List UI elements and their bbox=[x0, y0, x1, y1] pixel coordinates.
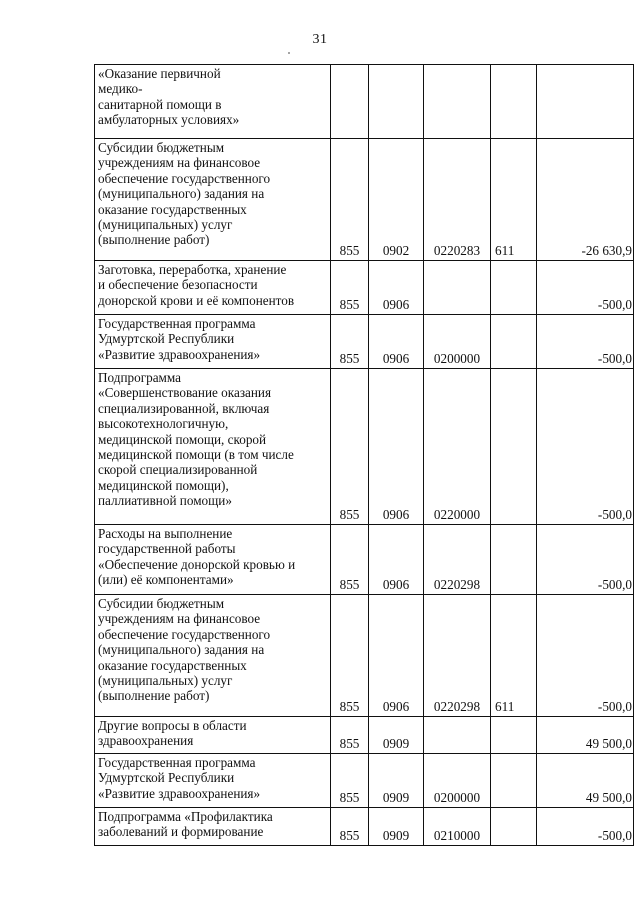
glava-cell: 855 bbox=[331, 315, 369, 369]
glava-cell: 855 bbox=[331, 525, 369, 595]
row-name-cell: Подпрограмма «Профилактика заболеваний и формирование bbox=[95, 808, 331, 846]
table-row bbox=[95, 525, 634, 595]
row-name-cell: Государственная программа Удмуртской Республики «Развитие здравоохранения» bbox=[95, 315, 331, 369]
csr-cell: 0220298 bbox=[424, 595, 491, 717]
razdel-cell: 0906 bbox=[369, 315, 424, 369]
amount-cell: -500,0 bbox=[537, 261, 634, 315]
row-name-cell: Расходы на выполнение государственной работы «Обеспечение донорской кровью и (или) её компонентами» bbox=[95, 525, 331, 595]
csr-cell: 0200000 bbox=[424, 754, 491, 808]
csr-cell bbox=[424, 65, 491, 139]
amount-cell: -500,0 bbox=[537, 369, 634, 525]
vr-cell bbox=[491, 808, 537, 846]
razdel-cell bbox=[369, 65, 424, 139]
row-name-cell: Субсидии бюджетным учреждениям на финансовое обеспечение государственного (муниципального) задания на оказание государственных (муниципальных) услуг (выполнение работ) bbox=[95, 595, 331, 717]
amount-cell: -500,0 bbox=[537, 315, 634, 369]
csr-cell: 0200000 bbox=[424, 315, 491, 369]
razdel-cell: 0906 bbox=[369, 369, 424, 525]
vr-cell bbox=[491, 717, 537, 754]
csr-cell: 0220298 bbox=[424, 525, 491, 595]
csr-cell bbox=[424, 261, 491, 315]
table-row bbox=[95, 808, 634, 846]
vr-cell bbox=[491, 261, 537, 315]
razdel-cell: 0906 bbox=[369, 261, 424, 315]
amount-cell: -26 630,9 bbox=[537, 139, 634, 261]
vr-cell: 611 bbox=[491, 139, 537, 261]
razdel-cell: 0906 bbox=[369, 525, 424, 595]
glava-cell: 855 bbox=[331, 595, 369, 717]
glava-cell: 855 bbox=[331, 754, 369, 808]
table-row bbox=[95, 315, 634, 369]
razdel-cell: 0902 bbox=[369, 139, 424, 261]
amount-cell bbox=[537, 65, 634, 139]
table-row bbox=[95, 369, 634, 525]
vr-cell bbox=[491, 369, 537, 525]
amount-cell: 49 500,0 bbox=[537, 754, 634, 808]
row-name-cell: «Оказание первичной медико- санитарной помощи в амбулаторных условиях» bbox=[95, 65, 331, 139]
row-name-cell: Другие вопросы в области здравоохранения bbox=[95, 717, 331, 754]
amount-cell: -500,0 bbox=[537, 808, 634, 846]
vr-cell bbox=[491, 525, 537, 595]
table-row bbox=[95, 139, 634, 261]
csr-cell bbox=[424, 717, 491, 754]
glava-cell: 855 bbox=[331, 808, 369, 846]
amount-cell: 49 500,0 bbox=[537, 717, 634, 754]
glava-cell: 855 bbox=[331, 717, 369, 754]
vr-cell bbox=[491, 754, 537, 808]
budget-table bbox=[94, 64, 634, 846]
glava-cell: 855 bbox=[331, 261, 369, 315]
razdel-cell: 0909 bbox=[369, 754, 424, 808]
budget-table-body bbox=[95, 65, 634, 846]
csr-cell: 0210000 bbox=[424, 808, 491, 846]
row-name-cell: Государственная программа Удмуртской Республики «Развитие здравоохранения» bbox=[95, 754, 331, 808]
row-name-cell: Заготовка, переработка, хранение и обеспечение безопасности донорской крови и её компонентов bbox=[95, 261, 331, 315]
table-row bbox=[95, 717, 634, 754]
table-row bbox=[95, 595, 634, 717]
razdel-cell: 0909 bbox=[369, 808, 424, 846]
vr-cell bbox=[491, 65, 537, 139]
glava-cell: 855 bbox=[331, 369, 369, 525]
glava-cell bbox=[331, 65, 369, 139]
table-row bbox=[95, 261, 634, 315]
csr-cell: 0220283 bbox=[424, 139, 491, 261]
csr-cell: 0220000 bbox=[424, 369, 491, 525]
razdel-cell: 0906 bbox=[369, 595, 424, 717]
vr-cell bbox=[491, 315, 537, 369]
scan-speck bbox=[288, 52, 290, 54]
amount-cell: -500,0 bbox=[537, 595, 634, 717]
table-row bbox=[95, 754, 634, 808]
row-name-cell: Субсидии бюджетным учреждениям на финансовое обеспечение государственного (муниципального) задания на оказание государственных (муниципальных) услуг (выполнение работ) bbox=[95, 139, 331, 261]
row-name-cell: Подпрограмма «Совершенствование оказания специализированной, включая высокотехнологичную, медицинской помощи, скорой медицинской помощи (в том числе скорой специализированной медицинской помощи), паллиативной помощи» bbox=[95, 369, 331, 525]
amount-cell: -500,0 bbox=[537, 525, 634, 595]
page-number: 31 bbox=[312, 32, 328, 47]
glava-cell: 855 bbox=[331, 139, 369, 261]
vr-cell: 611 bbox=[491, 595, 537, 717]
razdel-cell: 0909 bbox=[369, 717, 424, 754]
table-row bbox=[95, 65, 634, 139]
